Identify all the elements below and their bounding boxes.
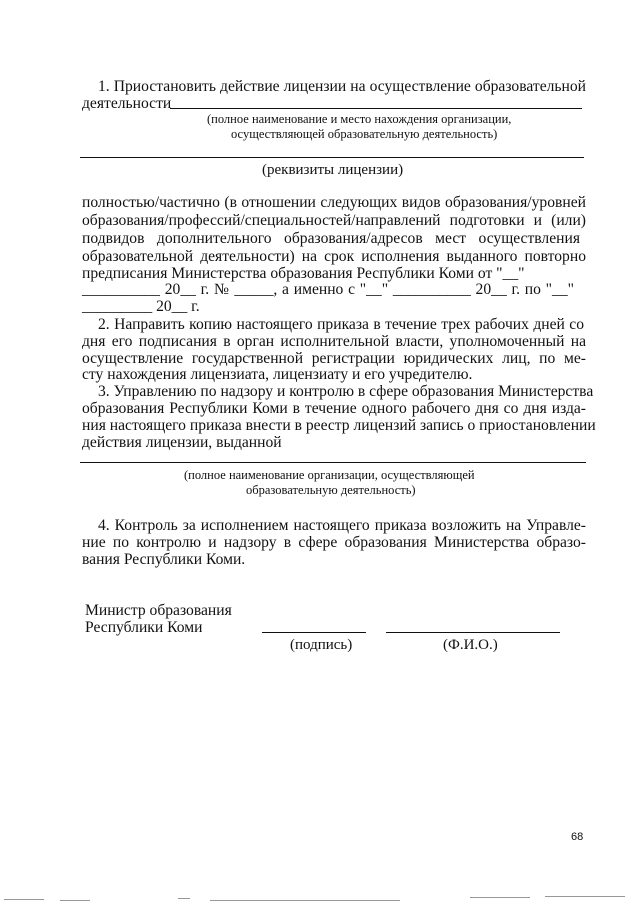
p1-body-line-5: предписания Министерства образования Республики Коми от "__" [82,265,525,282]
blank-license-details [80,157,584,158]
signature-blank [262,632,366,633]
p2-line-2: дня его подписания в орган исполнительной власти, уполномоченный на [82,333,586,350]
scan-noise [4,899,44,900]
scan-noise [178,898,190,899]
name-blank [386,632,560,633]
p4-line-2: ние по контролю и надзору в сфере образования Министерства образо- [82,534,586,551]
p1-line-2: деятельности [82,95,172,112]
p2-line-3: осуществление государственной регистрации юридических лиц, по ме- [82,350,586,367]
signer-title-1: Министр образования [85,602,232,619]
blank-organization-2 [80,462,586,463]
p1-body-line-2: образования/профессий/специальностей/направлений подготовки и (или) [82,212,586,229]
caption-license-details: (реквизиты лицензии) [262,162,404,178]
scan-noise [210,900,400,901]
p3-line-1: 3. Управлению по надзору и контролю в сфере образования Министерства [98,383,594,400]
p2-line-1: 2. Направить копию настоящего приказа в течение трех рабочих дней со [98,316,584,333]
p2-line-4: сту нахождения лицензиата, лицензиату и его учредителю. [82,366,473,383]
p4-line-3: вания Республики Коми. [82,551,246,568]
scan-noise [470,897,530,898]
scan-noise [545,896,625,897]
caption-organization-4: образовательную деятельность) [246,483,416,497]
caption-organization-1: (полное наименование и место нахождения организации, [207,112,512,126]
scan-noise [60,900,90,901]
p1-line-1: 1. Приостановить действие лицензии на осуществление образовательной [98,78,586,95]
p3-line-4: действия лицензии, выданной [82,434,282,451]
p1-body-line-6: __________ 20__ г. № _____, а именно с "__" __________ 20__ г. по "__" [82,281,574,298]
p1-body-line-3: подвидов дополнительного образования/адресов мест осуществления [82,230,580,247]
p4-line-1: 4. Контроль за исполнением настоящего приказа возложить на Управле- [98,517,586,534]
p3-line-2: образования Республики Коми в течение одного рабочего дня со дня изда- [82,400,586,417]
caption-organization-3: (полное наименование организации, осуществляющей [184,468,475,482]
p1-body-line-1: полностью/частично (в отношении следующих видов образования/уровней [82,194,586,211]
signature-caption: (подпись) [290,637,353,653]
p3-line-3: ния настоящего приказа внести в реестр лицензий запись о приостановлении [82,417,596,434]
signer-title-2: Республики Коми [85,619,203,636]
caption-organization-2: осуществляющей образовательную деятельность) [231,127,498,141]
p1-body-line-4: образовательной деятельности) на срок исполнения выданного повторно [82,248,586,265]
blank-organization [170,108,582,109]
p1-body-line-7: _________ 20__ г. [82,298,200,315]
page-number: 68 [571,831,584,843]
name-caption: (Ф.И.О.) [443,637,498,653]
